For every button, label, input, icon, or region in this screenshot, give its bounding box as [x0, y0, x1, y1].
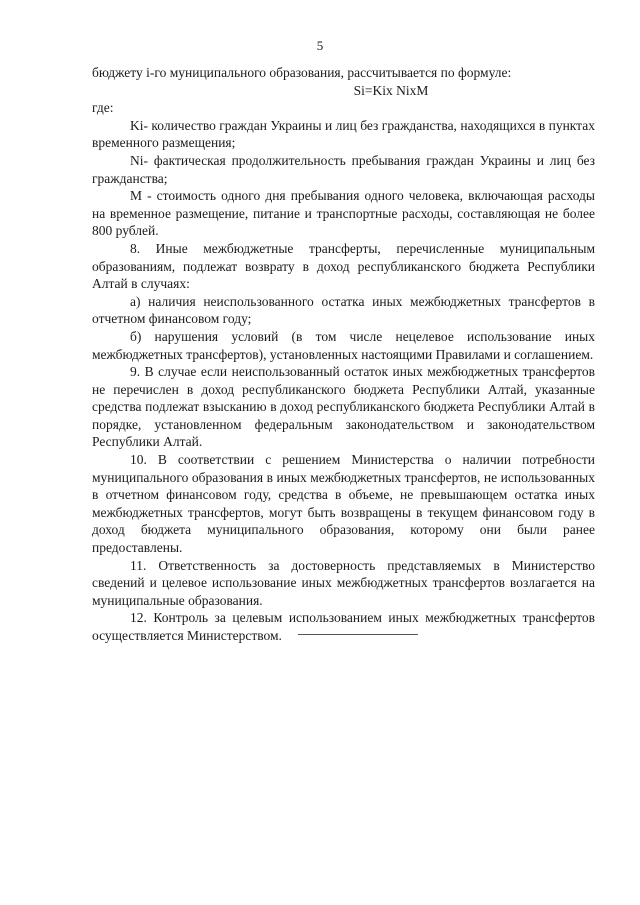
clause-9: 9. В случае если неиспользованный остаток иных межбюджетных трансфертов не перечислен в доход республиканского бюджета Республики Алтай, указанные средства подлежат взысканию в доход республиканского бюджета Республики Алтай в порядке, установленном федеральным законодательством и законодательством Республики Алтай. [92, 364, 595, 450]
clause-8a: а) наличия неиспользованного остатка иных межбюджетных трансфертов в отчетном финансовом году; [92, 293, 595, 327]
definition-m: М - стоимость одного дня пребывания одного человека, включающая расходы на временное размещение, питание и транспортные расходы, составляющая не более 800 рублей. [92, 188, 595, 239]
definition-n: Ni- фактическая продолжительность пребывания граждан Украины и лиц без гражданства; [92, 152, 595, 186]
clause-8b: б) нарушения условий (в том числе нецелевое использование иных межбюджетных трансфертов), установленных настоящими Правилами и соглашением. [92, 328, 595, 362]
intro-line: бюджету i-го муниципального образования, рассчитывается по формуле: [92, 65, 512, 80]
where-label: где: [92, 100, 114, 116]
clause-11: 11. Ответственность за достоверность представляемых в Министерство сведений и целевое использование иных межбюджетных трансфертов возлагается на муниципальные образования. [92, 557, 595, 608]
formula: Si=Kix NixM [353, 82, 429, 98]
document-body [92, 64, 595, 645]
definition-k: Ki- количество граждан Украины и лиц без гражданства, находящихся в пунктах временного размещения; [92, 117, 595, 151]
end-divider [298, 634, 418, 635]
clause-8: 8. Иные межбюджетные трансферты, перечисленные муниципальным образованиям, подлежат возврату в доход республиканского бюджета Республики Алтай в случаях: [92, 240, 595, 292]
clause-12: 12. Контроль за целевым использованием иных межбюджетных трансфертов осуществляется Министерством. [92, 610, 595, 643]
page-number: 5 [316, 38, 324, 53]
clause-10: 10. В соответствии с решением Министерства о наличии потребности муниципального образования в иных межбюджетных трансфертов, не использованных в отчетном финансовом году, средства в объеме, не превышающем остатка иных межбюджетных трансфертов, могут быть возвращены в текущем финансовом году в доход бюджета муниципального образования, которому они были ранее предоставлены. [92, 452, 595, 556]
